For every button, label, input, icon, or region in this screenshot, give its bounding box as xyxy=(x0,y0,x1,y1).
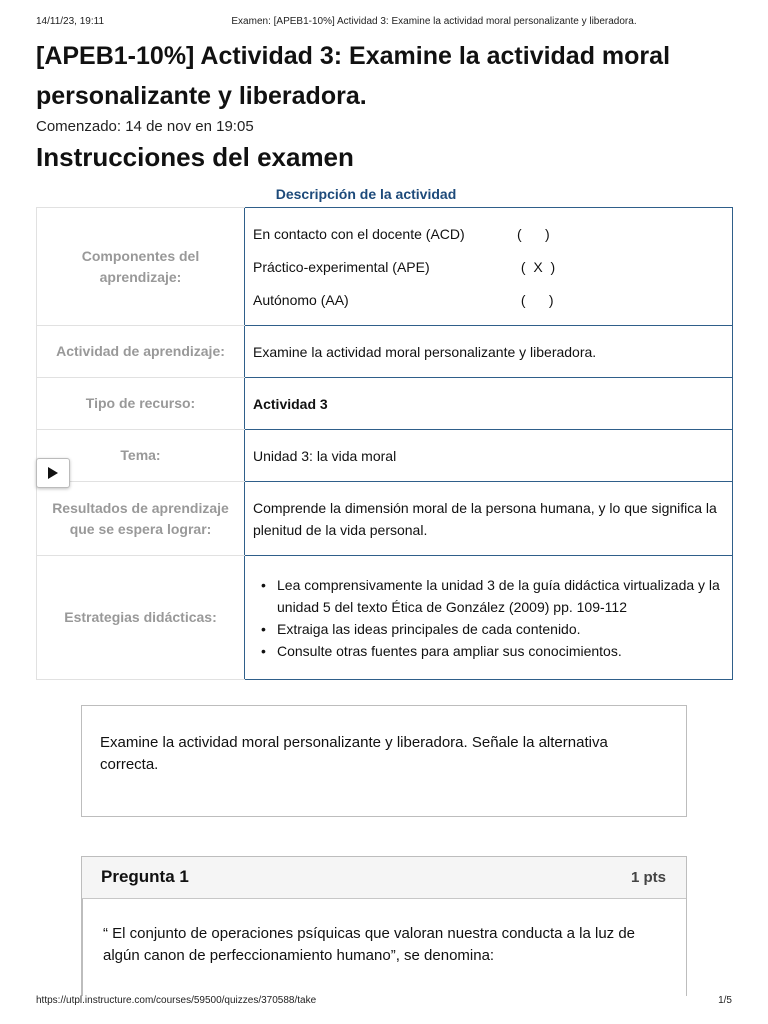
table-row xyxy=(37,556,733,680)
componentes-value xyxy=(245,208,733,326)
question-header xyxy=(82,857,686,899)
print-url: https://utpl.instructure.com/courses/59500/quizzes/370588/take xyxy=(36,995,317,1006)
componente-name: Autónomo (AA) xyxy=(253,291,349,308)
tipo-value: Actividad 3 xyxy=(245,378,733,430)
question-body xyxy=(82,899,686,996)
resultados-value: Comprende la dimensión moral de la persona humana, y lo que significa la plenitud de la vida personal. xyxy=(245,482,733,556)
tema-value: Unidad 3: la vida moral xyxy=(245,430,733,482)
instructions-text: Examine la actividad moral personalizante y liberadora. Señale la alternativa correcta. xyxy=(100,734,608,773)
componente-mark: ( ) xyxy=(517,291,554,308)
tipo-label: Tipo de recurso: xyxy=(37,378,245,430)
table-row xyxy=(37,378,733,430)
started-timestamp: Comenzado: 14 de nov en 19:05 xyxy=(36,118,254,135)
table-row xyxy=(37,430,733,482)
question-text: “ El conjunto de operaciones psíquicas que valoran nuestra conducta a la luz de algún canon de perfeccionamiento humano”, se denomina: xyxy=(103,925,636,964)
print-header xyxy=(36,16,732,30)
activity-description-table xyxy=(36,207,733,680)
print-date: 14/11/23, 19:11 xyxy=(36,16,105,27)
actividad-value: Examine la actividad moral personalizante y liberadora. xyxy=(245,326,733,378)
list-item: • Extraiga las ideas principales de cada contenido. xyxy=(255,618,724,640)
estrategias-value xyxy=(245,556,733,680)
print-doc-title: Examen: [APEB1-10%] Actividad 3: Examine la actividad moral personalizante y liberadora. xyxy=(231,16,637,27)
componentes-label: Componentes del aprendizaje: xyxy=(37,208,245,326)
table-row xyxy=(37,326,733,378)
play-button[interactable] xyxy=(36,458,70,488)
resultados-label: Resultados de aprendizaje que se espera lograr: xyxy=(37,482,245,556)
componente-name: Práctico-experimental (APE) xyxy=(253,258,430,275)
instructions-box xyxy=(81,705,687,817)
actividad-label: Actividad de aprendizaje: xyxy=(37,326,245,378)
componente-item xyxy=(253,250,724,283)
page-title: [APEB1-10%] Actividad 3: Examine la actividad moral personalizante y liberadora. xyxy=(36,42,671,110)
question-title: Pregunta 1 xyxy=(101,867,189,886)
estrategias-label: Estrategias didácticas: xyxy=(37,556,245,680)
question-points: 1 pts xyxy=(630,869,666,886)
list-item: • Lea comprensivamente la unidad 3 de la guía didáctica virtualizada y la unidad 5 del texto Ética de González (2009) pp. 109-112 xyxy=(255,574,724,618)
table-row xyxy=(37,482,733,556)
description-caption: Descripción de la actividad xyxy=(275,186,457,202)
tema-label: Tema: xyxy=(37,430,245,482)
componente-name: En contacto con el docente (ACD) xyxy=(253,225,465,242)
table-row xyxy=(37,208,733,326)
componente-item xyxy=(253,217,724,250)
section-title: Instrucciones del examen xyxy=(36,142,354,172)
question-card xyxy=(81,856,687,996)
print-footer xyxy=(36,995,732,1009)
list-item: • Consulte otras fuentes para ampliar sus conocimientos. xyxy=(255,640,724,662)
strategies-list xyxy=(253,574,724,662)
print-page-number: 1/5 xyxy=(718,995,732,1006)
componente-item xyxy=(253,283,724,316)
play-icon xyxy=(48,467,58,479)
componente-mark: ( ) xyxy=(517,225,550,242)
componente-mark: ( X ) xyxy=(517,258,556,275)
